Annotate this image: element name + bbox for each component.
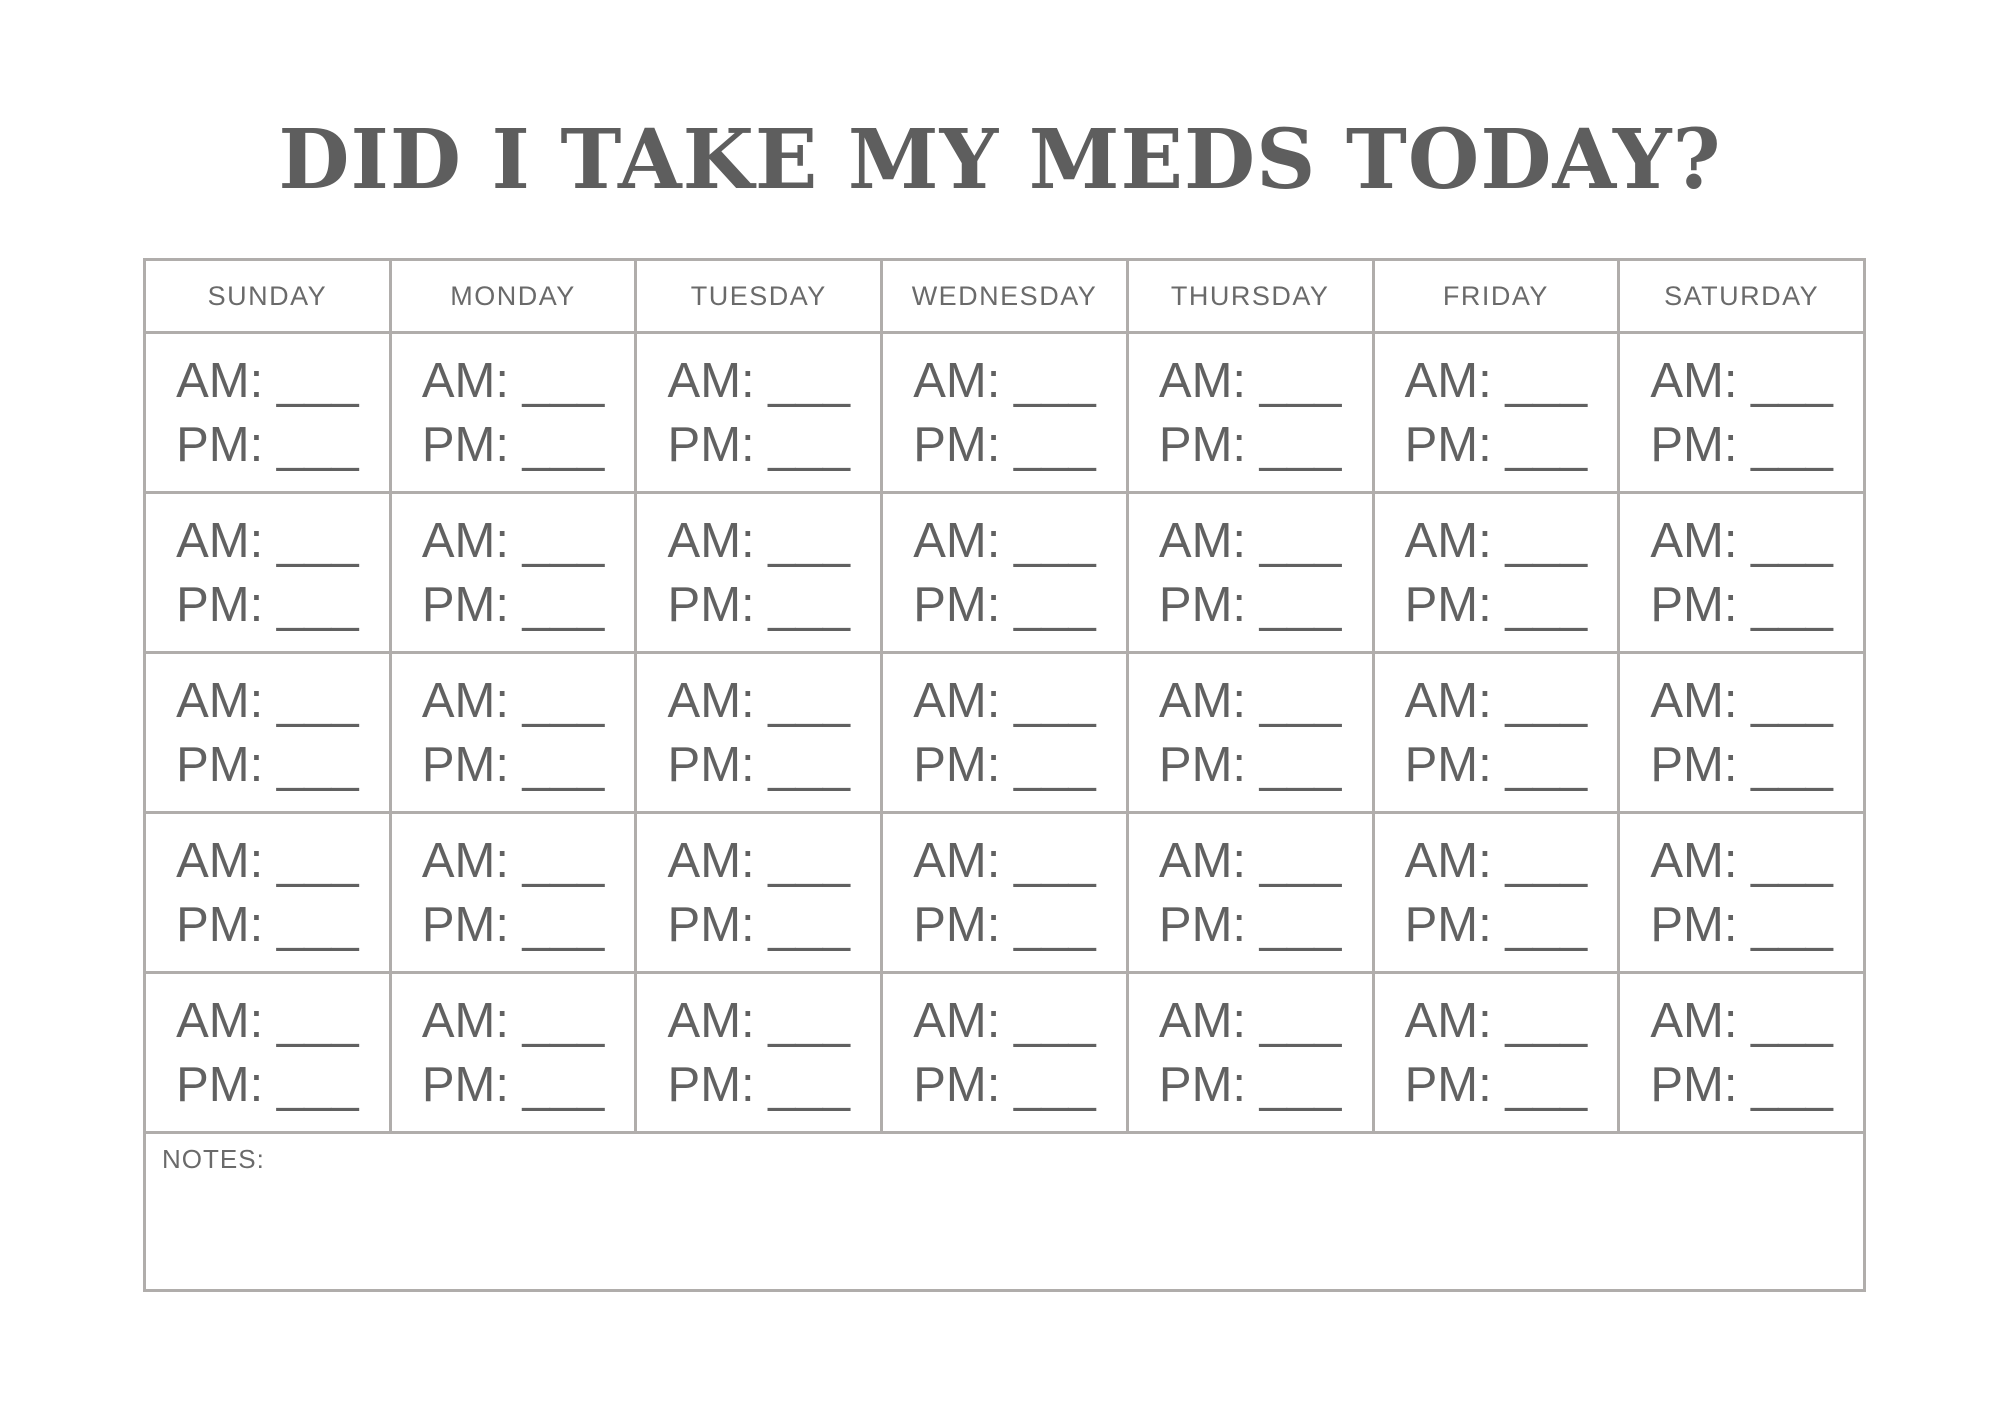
am-entry: AM: ___ <box>913 673 1096 728</box>
day-cell-tuesday[interactable] <box>636 973 882 1133</box>
notes-label: NOTES: <box>162 1144 265 1174</box>
day-cell-sunday[interactable] <box>145 333 391 493</box>
pm-entry: PM: ___ <box>667 417 850 472</box>
am-entry: AM: ___ <box>1650 833 1833 888</box>
pm-entry: PM: ___ <box>667 897 850 952</box>
pm-entry: PM: ___ <box>667 1057 850 1112</box>
pm-entry: PM: ___ <box>1650 577 1833 632</box>
day-cell-monday[interactable] <box>390 333 636 493</box>
am-entry: AM: ___ <box>667 513 850 568</box>
am-entry: AM: ___ <box>176 993 359 1048</box>
am-entry: AM: ___ <box>667 353 850 408</box>
pm-entry: PM: ___ <box>176 417 359 472</box>
am-entry: AM: ___ <box>1158 993 1342 1048</box>
day-header-tuesday: TUESDAY <box>636 260 882 333</box>
pm-entry: PM: ___ <box>913 577 1096 632</box>
am-entry: AM: ___ <box>1158 673 1342 728</box>
am-entry: AM: ___ <box>667 673 850 728</box>
day-cell-wednesday[interactable] <box>882 973 1128 1133</box>
pm-entry: PM: ___ <box>1404 577 1588 632</box>
day-cell-monday[interactable] <box>390 653 636 813</box>
day-cell-thursday[interactable] <box>1127 813 1373 973</box>
pm-entry: PM: ___ <box>1158 417 1342 472</box>
pm-entry: PM: ___ <box>1158 1057 1342 1112</box>
pm-entry: PM: ___ <box>176 737 359 792</box>
day-cell-saturday[interactable] <box>1619 333 1865 493</box>
page-title: DID I TAKE MY MEDS TODAY? <box>278 112 1722 208</box>
day-cell-sunday[interactable] <box>145 653 391 813</box>
week-rows <box>145 333 1865 1133</box>
day-cell-sunday[interactable] <box>145 813 391 973</box>
am-entry: AM: ___ <box>913 513 1096 568</box>
am-entry: AM: ___ <box>421 353 605 408</box>
pm-entry: PM: ___ <box>1404 1057 1588 1112</box>
am-entry: AM: ___ <box>176 673 359 728</box>
day-cell-tuesday[interactable] <box>636 493 882 653</box>
pm-entry: PM: ___ <box>176 1057 359 1112</box>
pm-entry: PM: ___ <box>1158 737 1342 792</box>
pm-entry: PM: ___ <box>421 737 605 792</box>
day-header-monday: MONDAY <box>390 260 636 333</box>
pm-entry: PM: ___ <box>176 577 359 632</box>
notes-row <box>145 1133 1865 1291</box>
day-cell-sunday[interactable] <box>145 493 391 653</box>
week-row <box>145 973 1865 1133</box>
am-entry: AM: ___ <box>421 833 605 888</box>
am-entry: AM: ___ <box>667 833 850 888</box>
day-header-saturday: SATURDAY <box>1619 260 1865 333</box>
day-cell-wednesday[interactable] <box>882 653 1128 813</box>
day-cell-tuesday[interactable] <box>636 333 882 493</box>
med-tracker-table <box>143 258 1866 1292</box>
week-row <box>145 333 1865 493</box>
am-entry: AM: ___ <box>176 353 359 408</box>
day-cell-thursday[interactable] <box>1127 493 1373 653</box>
pm-entry: PM: ___ <box>667 577 850 632</box>
day-header-wednesday: WEDNESDAY <box>882 260 1128 333</box>
day-cell-friday[interactable] <box>1373 973 1619 1133</box>
pm-entry: PM: ___ <box>1650 897 1833 952</box>
pm-entry: PM: ___ <box>421 417 605 472</box>
day-cell-tuesday[interactable] <box>636 653 882 813</box>
day-cell-monday[interactable] <box>390 813 636 973</box>
day-cell-friday[interactable] <box>1373 333 1619 493</box>
day-cell-saturday[interactable] <box>1619 973 1865 1133</box>
day-header-row <box>145 260 1865 333</box>
am-entry: AM: ___ <box>1650 673 1833 728</box>
day-cell-monday[interactable] <box>390 493 636 653</box>
day-header-thursday: THURSDAY <box>1127 260 1373 333</box>
am-entry: AM: ___ <box>1158 353 1342 408</box>
am-entry: AM: ___ <box>421 993 605 1048</box>
am-entry: AM: ___ <box>1158 833 1342 888</box>
pm-entry: PM: ___ <box>1158 897 1342 952</box>
pm-entry: PM: ___ <box>421 1057 605 1112</box>
am-entry: AM: ___ <box>1404 993 1588 1048</box>
week-row <box>145 493 1865 653</box>
day-cell-thursday[interactable] <box>1127 973 1373 1133</box>
pm-entry: PM: ___ <box>421 897 605 952</box>
day-cell-saturday[interactable] <box>1619 653 1865 813</box>
day-cell-friday[interactable] <box>1373 653 1619 813</box>
am-entry: AM: ___ <box>421 513 605 568</box>
day-cell-saturday[interactable] <box>1619 493 1865 653</box>
pm-entry: PM: ___ <box>421 577 605 632</box>
pm-entry: PM: ___ <box>1404 417 1588 472</box>
am-entry: AM: ___ <box>1404 513 1588 568</box>
am-entry: AM: ___ <box>913 833 1096 888</box>
pm-entry: PM: ___ <box>913 417 1096 472</box>
am-entry: AM: ___ <box>176 833 359 888</box>
pm-entry: PM: ___ <box>1650 417 1833 472</box>
pm-entry: PM: ___ <box>1404 737 1588 792</box>
am-entry: AM: ___ <box>1404 673 1588 728</box>
day-cell-thursday[interactable] <box>1127 653 1373 813</box>
am-entry: AM: ___ <box>1158 513 1342 568</box>
pm-entry: PM: ___ <box>913 897 1096 952</box>
am-entry: AM: ___ <box>1404 833 1588 888</box>
pm-entry: PM: ___ <box>1404 897 1588 952</box>
day-cell-wednesday[interactable] <box>882 333 1128 493</box>
am-entry: AM: ___ <box>421 673 605 728</box>
am-entry: AM: ___ <box>176 513 359 568</box>
am-entry: AM: ___ <box>1650 993 1833 1048</box>
day-cell-tuesday[interactable] <box>636 813 882 973</box>
am-entry: AM: ___ <box>913 353 1096 408</box>
pm-entry: PM: ___ <box>667 737 850 792</box>
pm-entry: PM: ___ <box>1650 1057 1833 1112</box>
am-entry: AM: ___ <box>667 993 850 1048</box>
am-entry: AM: ___ <box>913 993 1096 1048</box>
week-row <box>145 653 1865 813</box>
day-cell-monday[interactable] <box>390 973 636 1133</box>
day-cell-wednesday[interactable] <box>882 813 1128 973</box>
day-header-sunday: SUNDAY <box>145 260 391 333</box>
am-entry: AM: ___ <box>1404 353 1588 408</box>
day-cell-sunday[interactable] <box>145 973 391 1133</box>
pm-entry: PM: ___ <box>1650 737 1833 792</box>
day-cell-saturday[interactable] <box>1619 813 1865 973</box>
pm-entry: PM: ___ <box>176 897 359 952</box>
day-cell-friday[interactable] <box>1373 493 1619 653</box>
day-header-friday: FRIDAY <box>1373 260 1619 333</box>
day-cell-friday[interactable] <box>1373 813 1619 973</box>
am-entry: AM: ___ <box>1650 513 1833 568</box>
day-cell-thursday[interactable] <box>1127 333 1373 493</box>
pm-entry: PM: ___ <box>913 737 1096 792</box>
day-cell-wednesday[interactable] <box>882 493 1128 653</box>
notes-area[interactable] <box>145 1133 1865 1291</box>
pm-entry: PM: ___ <box>1158 577 1342 632</box>
am-entry: AM: ___ <box>1650 353 1833 408</box>
pm-entry: PM: ___ <box>913 1057 1096 1112</box>
week-row <box>145 813 1865 973</box>
